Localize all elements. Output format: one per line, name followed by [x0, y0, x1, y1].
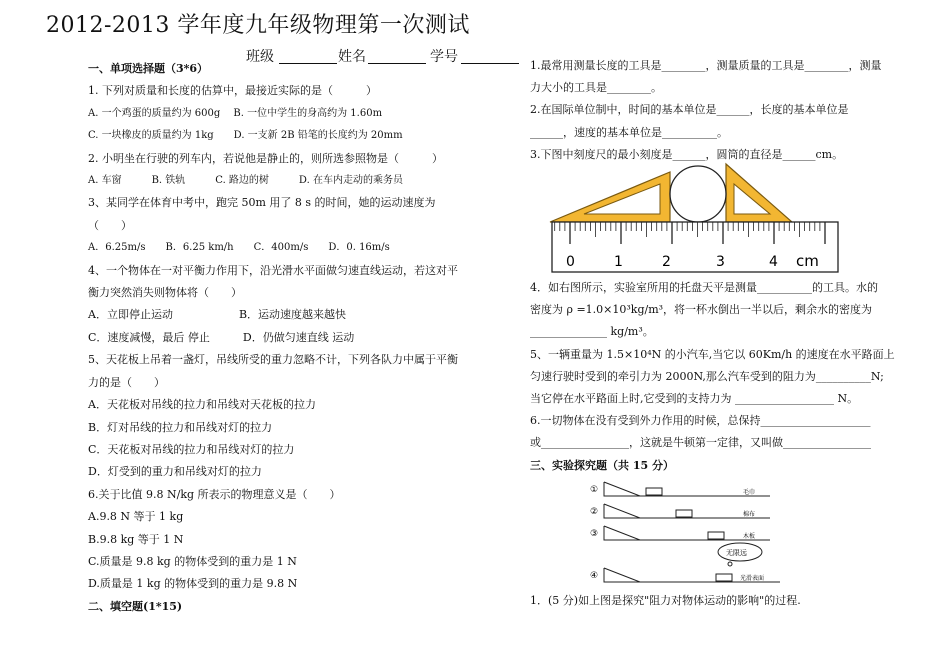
question-line: 1.最常用测量长度的工具是________，测量质量的工具是________，测量 [530, 59, 882, 72]
question-line: 3、某同学在体育中考中，跑完 50m 用了 8 s 的时间，她的运动速度为 [88, 196, 436, 210]
option-line: A．天花板对吊线的拉力和吊线对天花板的拉力 [88, 398, 316, 412]
question-line: 1．(5 分)如上图是探究"阻力对物体运动的影响"的过程. [530, 594, 801, 607]
cart-3 [708, 532, 724, 539]
ramp-slope-1 [604, 482, 640, 496]
option-line: B．灯对吊线的拉力和吊线对灯的拉力 [88, 420, 273, 434]
cart-1 [646, 488, 662, 495]
option-line: A．6.25m/s B．6.25 km/h C．400m/s D．0. 16m/s [88, 242, 390, 254]
question-line: 当它停在水平路面上时,它受到的支持力为 __________________ N。 [530, 392, 859, 406]
left-set-square-hole [584, 184, 660, 214]
ruler-label-3: 3 [716, 254, 725, 270]
ramp-slope-3 [604, 526, 640, 540]
question-line: 1. 下列对质量和长度的估算中，最接近实际的是（ ） [88, 84, 377, 98]
experiment-figure [590, 478, 790, 588]
section-heading-fill: 二、填空题(1*15) [88, 599, 183, 613]
question-line: 6.一切物体在没有受到外力作用的时候，总保持____________________ [530, 414, 871, 428]
class-label: 班级 [246, 49, 274, 65]
question-line: 5、一辆重量为 1.5×10⁴N 的小汽车,当它以 60Km/h 的速度在水平路面上 [530, 347, 895, 361]
left-column [88, 58, 508, 618]
question-line: ______________ kg/m³。 [530, 325, 654, 339]
ruler-figure [548, 162, 840, 274]
option-line: C．速度减慢，最后 停止 D．仍做匀速直线 运动 [88, 330, 355, 344]
step-marker-4: ④ [590, 571, 599, 581]
question-line: 力大小的工具是________。 [530, 81, 662, 95]
number-label: 学号 [430, 49, 458, 65]
page-title: 2012-2013 学年度九年级物理第一次测试 [46, 13, 470, 38]
ruler-label-4: 4 [769, 254, 778, 270]
step-marker-2: ② [590, 507, 599, 517]
question-line: 2.在国际单位制中，时间的基本单位是______，长度的基本单位是 [530, 103, 849, 117]
question-line: 衡力突然消失则物体将（ ） [88, 286, 242, 300]
surface-label-3: 木板 [743, 533, 756, 540]
cylinder-circle [670, 166, 726, 222]
question-line: 4、一个物体在一对平衡力作用下，沿光滑水平面做匀速直线运动，若这对平 [88, 263, 458, 277]
option-line: A.9.8 N 等于 1 kg [88, 510, 184, 524]
section-heading-choice: 一、单项选择题（3*6） [88, 62, 209, 75]
question-line: 5、天花板上吊着一盏灯，吊线所受的重力忽略不计，下列各队力中属于平衡 [88, 353, 458, 367]
ruler-label-1: 1 [614, 254, 623, 270]
ruler-label-2: 2 [662, 254, 671, 270]
surface-label-4: 光滑表面 [740, 575, 765, 582]
cart-4 [716, 574, 732, 581]
ramp-slope-4 [604, 568, 640, 582]
question-line: 或________________，这就是牛顿第一定律，又叫做________________ [530, 436, 871, 450]
option-line: B.9.8 kg 等于 1 N [88, 532, 184, 546]
section-heading-experiment: 三、实验探究题（共 15 分） [530, 458, 674, 472]
option-line: D.质量是 1 kg 的物体受到的重力是 9.8 N [88, 577, 298, 591]
ruler-unit: cm [796, 252, 819, 270]
ruler-label-0: 0 [566, 254, 575, 270]
surface-label-1: 毛巾 [743, 489, 756, 496]
cart-2 [676, 510, 692, 517]
option-line: A. 车窗 B. 铁轨 C. 路边的树 D. 在车内走动的乘务员 [88, 175, 403, 187]
question-line: （ ） [88, 218, 132, 232]
question-line: 匀速行驶时受到的牵引力为 2000N,那么汽车受到的阻力为__________N; [530, 369, 884, 383]
option-line: C．天花板对吊线的拉力和吊线对灯的拉力 [88, 442, 295, 456]
question-line: 4．如右图所示，实验室所用的托盘天平是测量__________的工具。水的 [530, 281, 878, 294]
question-line: ______，速度的基本单位是__________。 [530, 125, 728, 139]
question-line: 3.下图中刻度尺的最小刻度是______，圆筒的直径是______cm。 [530, 147, 844, 161]
option-line: A．立即停止运动 B．运动速度越来越快 [88, 308, 347, 322]
right-column-bottom [530, 590, 910, 612]
option-line: C. 一块橡皮的质量约为 1kg D. 一支新 2B 铅笔的长度约为 20mm [88, 130, 403, 142]
bubble-dot [728, 562, 732, 566]
right-column-top [530, 55, 910, 166]
step-marker-1: ① [590, 485, 599, 495]
name-label: 姓名 [338, 49, 366, 65]
right-column-middle [530, 277, 910, 477]
question-line: 力的是（ ） [88, 375, 165, 389]
option-line: A. 一个鸡蛋的质量约为 600g B. 一位中学生的身高约为 1.60m [88, 107, 383, 119]
ruler-diagram [548, 162, 840, 274]
experiment-diagram [590, 478, 790, 588]
option-line: D．灯受到的重力和吊线对灯的拉力 [88, 465, 262, 479]
bubble-text: 无限远 [726, 549, 747, 557]
option-line: C.质量是 9.8 kg 的物体受到的重力是 1 N [88, 554, 297, 568]
question-line: 密度为 ρ =1.0×10³kg/m³，将一杯水倒出一半以后，剩余水的密度为 [530, 303, 873, 317]
ramp-slope-2 [604, 504, 640, 518]
surface-label-2: 棉布 [743, 511, 756, 518]
step-marker-3: ③ [590, 529, 599, 539]
question-line: 6.关于比值 9.8 N/kg 所表示的物理意义是（ ） [88, 487, 341, 501]
question-line: 2. 小明坐在行驶的列车内，若说他是静止的，则所选参照物是（ ） [88, 151, 443, 165]
